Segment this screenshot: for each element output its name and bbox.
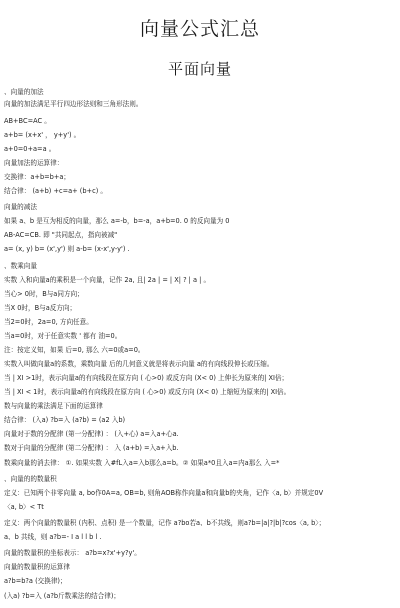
text-line: 当 | XI < 1时，表示向量a的有向线段在原方向 ( 心>0) 或反方向 (X< 0) 上缩短为原来的| XI倍。 (4, 388, 291, 396)
text-line: 如果 a、b 是互为相反的向量，那么 a=-b，b=-a，a+b=0. 0 的反向量为 0 (4, 217, 230, 225)
text-line: AB-AC=CB. 即 "共同起点，指向被减" (4, 231, 118, 239)
text-line: 当2=0时，2a=0, 方向任意。 (4, 318, 93, 326)
text-line: a?b=b?a (交换律)； (4, 577, 67, 585)
text-line: 实数入叫做向量a的系数，乘数向量 后的几何意义就是将表示向量 a的有向线段伸长或压缩。 (4, 360, 274, 368)
text-line: 当心> 0时，B与a同方向； (4, 290, 84, 298)
text-line: a+0=0+a=a 。 (4, 145, 56, 153)
text-line: 、向量的加法 (4, 88, 44, 96)
text-line: 向量的数量积的坐标表示： a?b=x?x'+y?y'。 (4, 549, 141, 557)
text-line: 〈a, b〉< Tt (4, 503, 44, 511)
text-line: 数对于向量的分配律 (第二分配律) ： 入 (a+b) =入a+入b. (4, 444, 179, 452)
text-line: 当X 0时，B与a反方向； (4, 304, 77, 312)
text-line: 向量对于数的分配律 (第一分配律) ： (入+心) a=入a+心a. (4, 430, 179, 438)
text-line: 向量的数量积的运算律 (4, 563, 70, 571)
text-line: 、数乘向量 (4, 262, 37, 270)
text-line: 、向量的的数量积 (4, 475, 57, 483)
text-line: 交换律：a+b=b+a； (4, 173, 70, 181)
text-line: 向量的加法满足平行四边形法则和三角形法则。 (4, 100, 143, 108)
text-line: AB+BC=AC 。 (4, 117, 51, 125)
text-line: 数乘向量的消去律： ①. 如果实数 入#fL入a=入b那么a=b。② 如果a*0且入a=内a那么 入=* (4, 459, 280, 467)
text-line: a= (x, y) b= (x',y') 则 a-b= (x-x',y-y') . (4, 245, 130, 253)
text-line: 当 | XI >1时，表示向量a的有向线段在原方向 ( 心>0) 或反方向 (X< 0) 上伸长为原来的| XI倍； (4, 374, 289, 382)
section-heading: 平面向量 (167, 60, 232, 78)
text-line: (入a) ?b=入 (a?b斤数乘法的结合律)； (4, 592, 120, 600)
page-title: 向量公式汇总 (139, 18, 260, 40)
text-line: 当a=0时，对于任意实数 ' 都有 油=0。 (4, 332, 122, 340)
text-line: 注：按定义知，如果 后=0, 那么 六=0或a=0。 (4, 346, 145, 354)
text-line: a+b= (x+x' ， y+y') 。 (4, 131, 81, 139)
text-line: 定义：已知两个非零向量 a, bo作0A=a, OB=b, 则角AOB称作向量a和向量b的夹角，记作〈a, b〉并规定0V (4, 489, 324, 497)
text-line: 实数 入和向量a的乘积是一个向量，记作 2a, 且| 2a | = | X| ? | a | 。 (4, 276, 211, 284)
text-line: 向量加法的运算律： (4, 159, 64, 167)
text-line: 数与向量的乘法满足下面的运算律 (4, 402, 103, 410)
text-line: 结合律： (a+b) +c=a+ (b+c) 。 (4, 187, 107, 195)
text-line: 结合律： (入a) ?b=入 (a?b) = (a2 入b) (4, 416, 126, 424)
text-line: a、b 共线，则 a?b=- I a l l b l . (4, 533, 102, 541)
text-line: 定义：两个向量的数量积 (内积、点积) 是一个数量，记作 a?bo若a、b不共线，则a?b=|a|?|b|?cos〈a, b〉； (4, 519, 326, 527)
text-line: 向量的减法 (4, 203, 37, 211)
